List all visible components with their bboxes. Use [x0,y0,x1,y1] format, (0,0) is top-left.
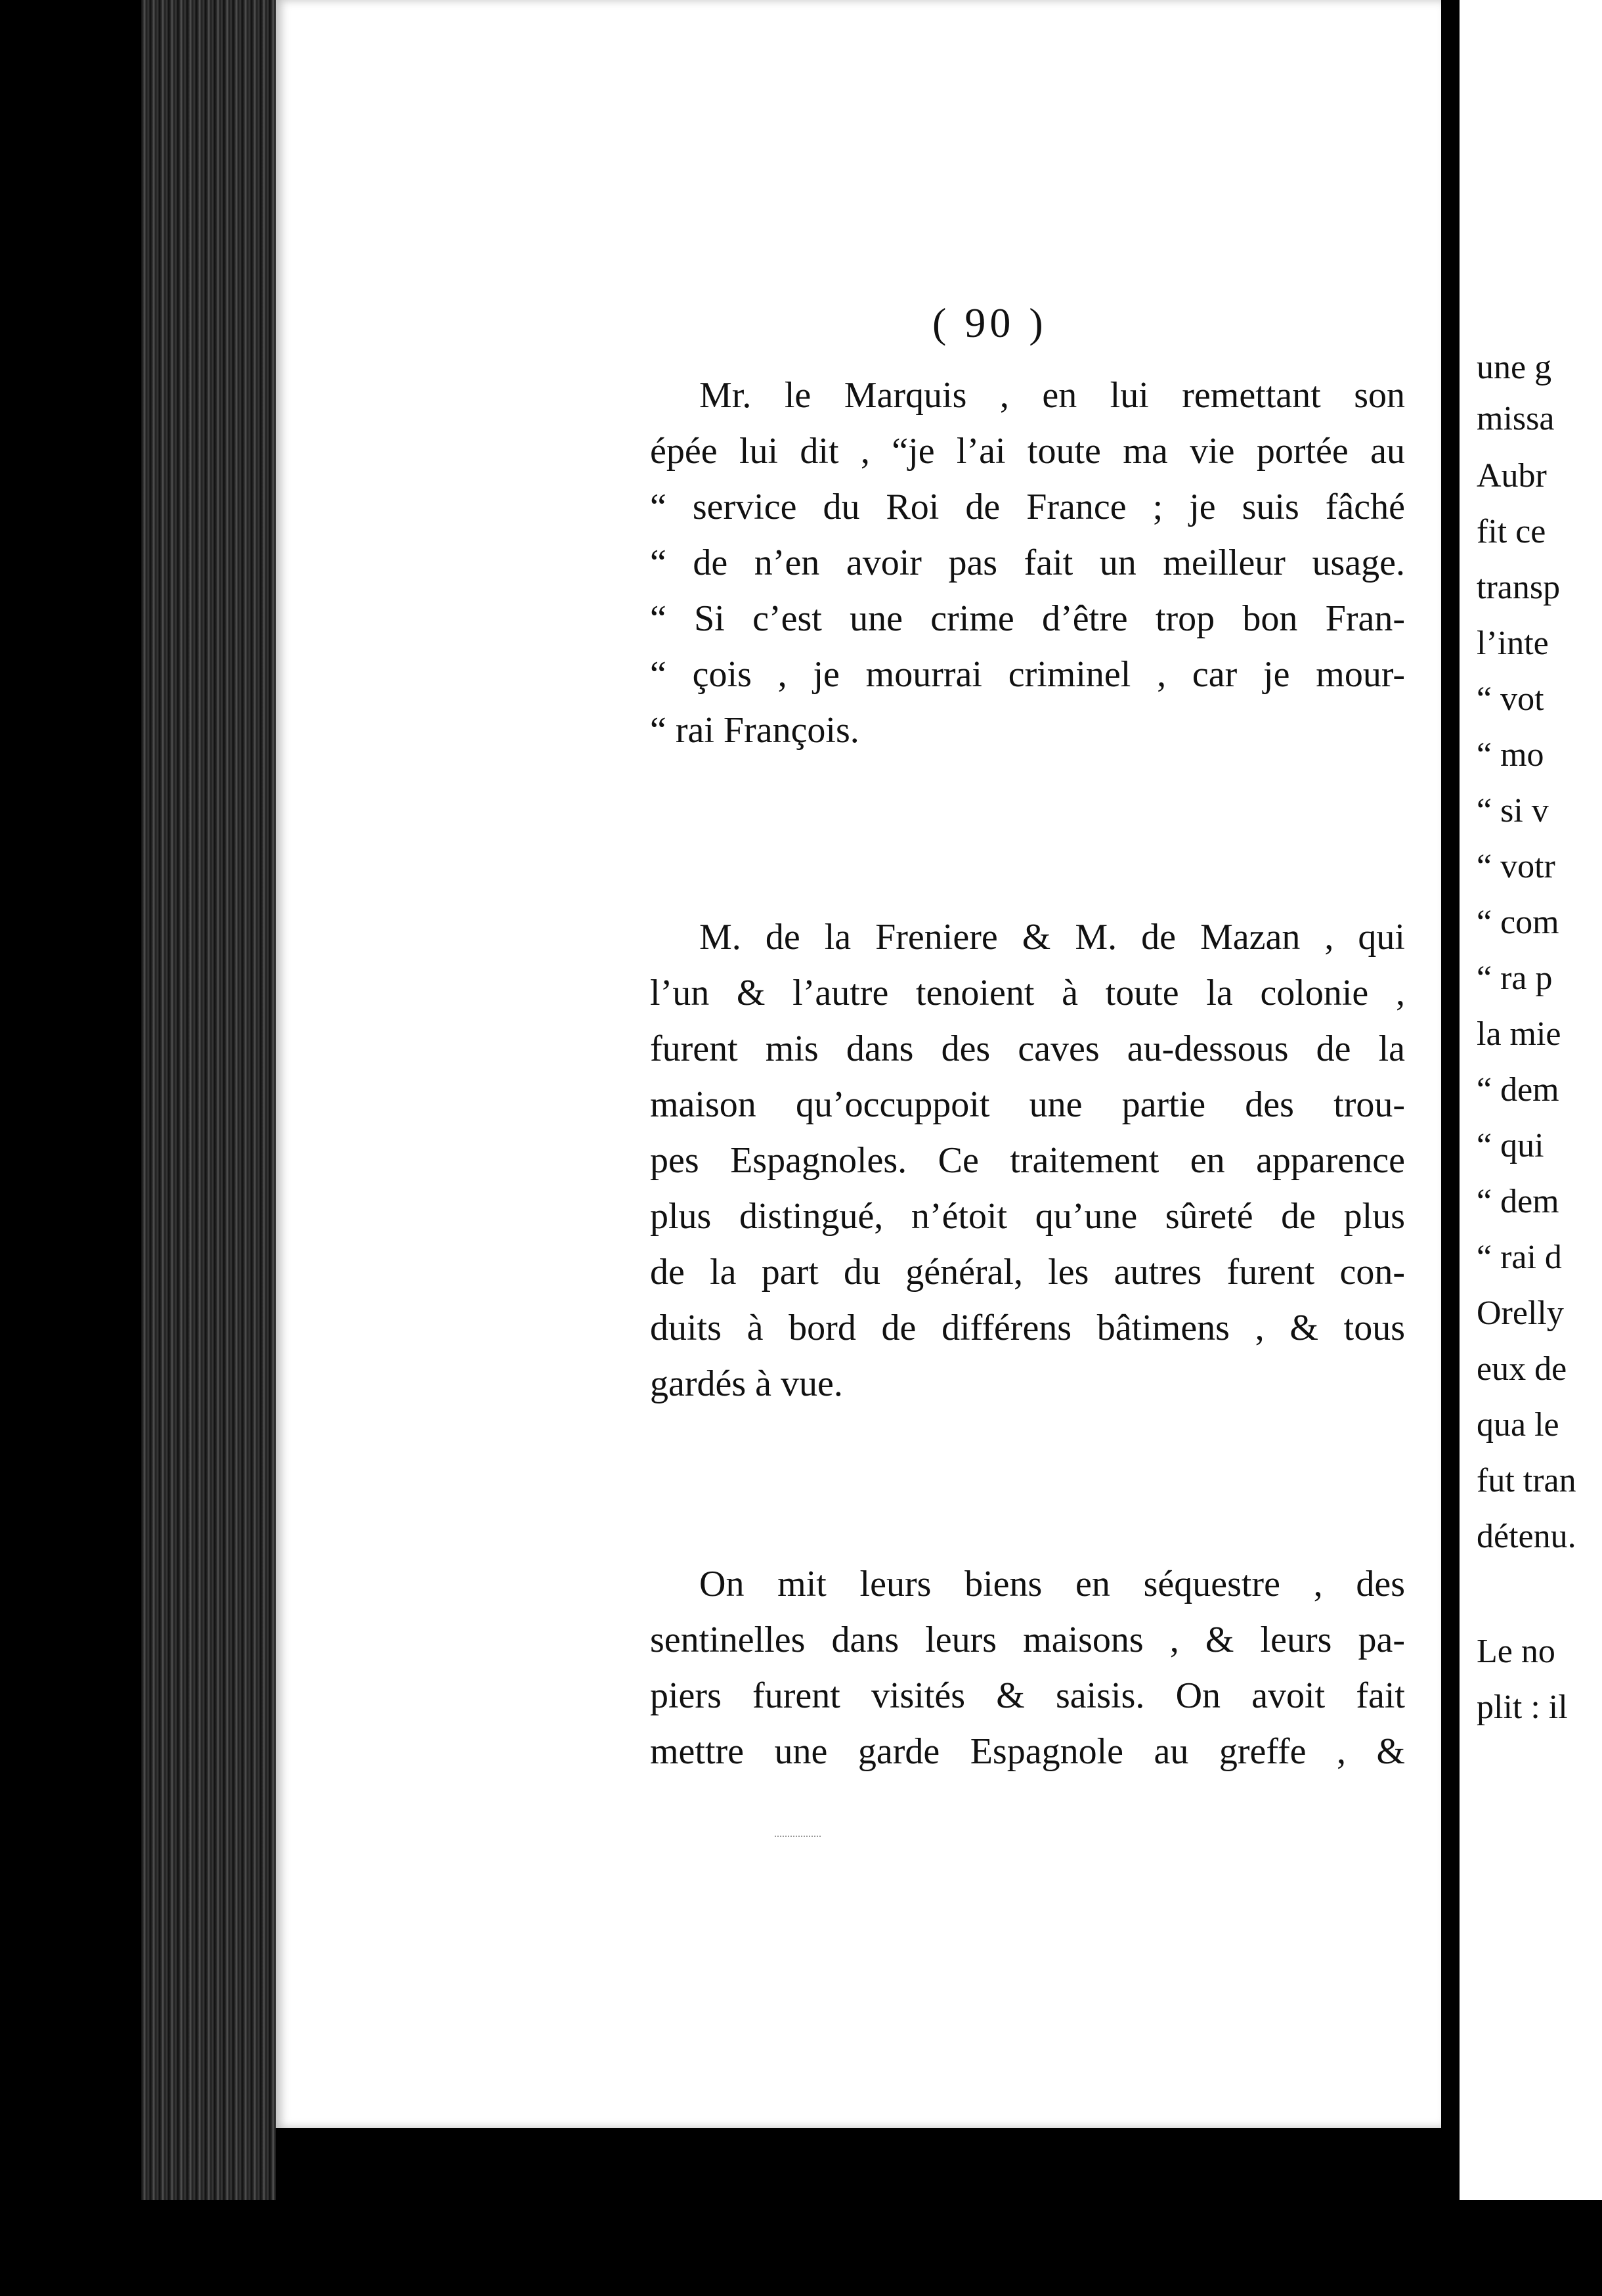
text-line: “ de n’en avoir pas fait un meilleur usage. [650,542,1405,583]
text-line: l’un & l’autre tenoient à toute la colonie , [650,973,1405,1013]
facing-page-line: “ qui [1477,1127,1544,1164]
text-line: “ çois , je mourrai criminel , car je mour- [650,654,1405,695]
text-line: On mit leurs biens en séquestre , des [699,1564,1405,1604]
bottom-rule [775,1836,821,1837]
facing-page-line: fit ce [1477,513,1546,550]
text-line: mettre une garde Espagnole au greffe , & [650,1731,1405,1772]
facing-page-line: eux de [1477,1350,1567,1388]
scan-border-bottom [141,2200,1602,2296]
facing-page-line: “ dem [1477,1071,1559,1109]
text-line: duits à bord de différens bâtimens , & tous [650,1308,1405,1348]
text-line: sentinelles dans leurs maisons , & leurs pa- [650,1620,1405,1660]
facing-page-line: “ dem [1477,1183,1559,1220]
book-gutter [1441,0,1460,2296]
facing-page-line: “ com [1477,904,1559,941]
scan-border-left [0,0,141,2296]
facing-page-line: Le no [1477,1633,1555,1670]
facing-page-line: détenu. [1477,1518,1576,1555]
text-line: maison qu’occuppoit une partie des trou- [650,1084,1405,1125]
text-line: “ Si c’est une crime d’être trop bon Fran- [650,598,1405,639]
text-line: “ service du Roi de France ; je suis fâché [650,487,1405,527]
paragraph-2 [650,910,1405,1412]
text-line: gardés à vue. [650,1363,843,1404]
facing-page-line: qua le [1477,1406,1559,1444]
paragraph-1 [650,368,1405,759]
facing-page-line: “ rai d [1477,1239,1562,1276]
book-page-edges [141,0,276,2200]
facing-page-line: la mie [1477,1015,1561,1053]
text-line: épée lui dit , “je l’ai toute ma vie portée au [650,431,1405,472]
facing-page-line: “ votr [1477,848,1555,885]
facing-page-line: “ mo [1477,736,1544,774]
facing-page-line: “ vot [1477,680,1544,718]
facing-page-line: Orelly [1477,1294,1564,1332]
text-line: Mr. le Marquis , en lui remettant son [699,375,1405,416]
facing-page-line: l’inte [1477,625,1549,662]
facing-page-line: plit : il [1477,1689,1568,1726]
paragraph-3 [650,1556,1405,1780]
page-header: ( 90 ) [932,299,1047,346]
text-line: plus distingué, n’étoit qu’une sûreté de plus [650,1196,1405,1237]
text-line: furent mis dans des caves au-dessous de la [650,1028,1405,1069]
text-line: pes Espagnoles. Ce traitement en apparence [650,1140,1405,1181]
facing-page-line: transp [1477,569,1561,606]
facing-page-line: Aubr [1477,457,1547,495]
text-line: piers furent visités & saisis. On avoit fait [650,1675,1405,1716]
facing-page [1460,0,1602,2220]
text-line: M. de la Freniere & M. de Mazan , qui [699,917,1405,958]
facing-page-line: fut tran [1477,1462,1576,1499]
facing-page-line: missa [1477,400,1555,437]
text-line: “ rai François. [650,710,859,751]
text-line: de la part du général, les autres furent con- [650,1252,1405,1292]
facing-page-line: une g [1477,349,1552,386]
facing-page-line: “ si v [1477,792,1549,829]
facing-page-line: “ ra p [1477,960,1553,997]
